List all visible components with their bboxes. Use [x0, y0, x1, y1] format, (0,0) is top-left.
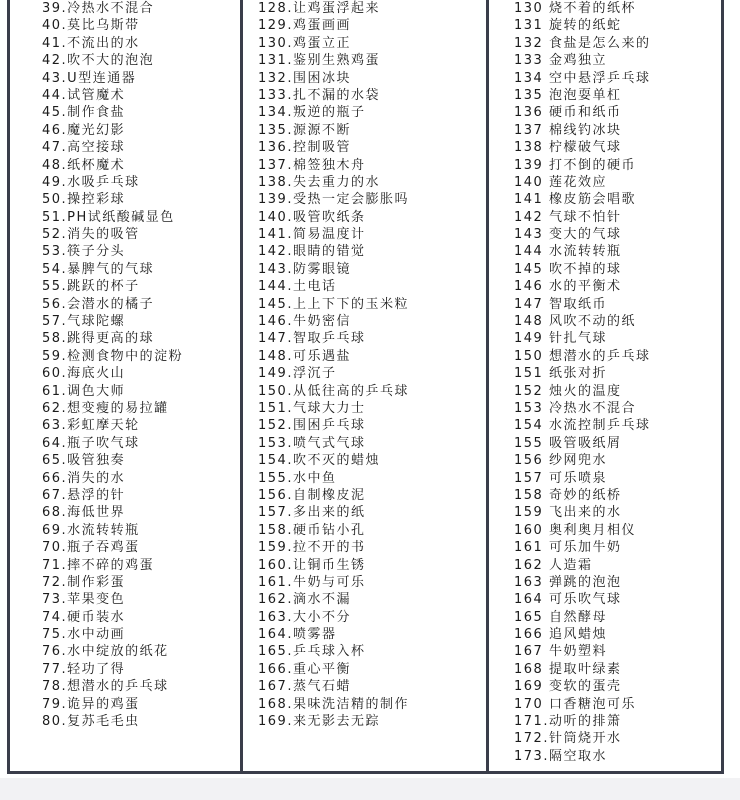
experiment-item: 48.纸杯魔术 — [42, 157, 126, 173]
experiment-item: 165.乒乓球入杯 — [258, 644, 366, 660]
experiment-item: 163 弹跳的泡泡 — [514, 574, 622, 590]
experiment-item: 142.眼睛的错觉 — [258, 244, 366, 260]
experiment-item: 73.苹果变色 — [42, 592, 126, 608]
experiment-item: 159 飞出来的水 — [514, 505, 622, 521]
experiment-item: 52.消失的吸管 — [42, 227, 140, 243]
experiment-item: 139.受热一定会膨胀吗 — [258, 192, 409, 208]
experiment-item: 147.智取乒乓球 — [258, 331, 366, 347]
experiment-item: 72.制作彩蛋 — [42, 574, 126, 590]
experiment-item: 138.失去重力的水 — [258, 174, 380, 190]
experiment-item: 150.从低往高的乒乓球 — [258, 383, 409, 399]
experiment-item: 136.控制吸管 — [258, 140, 351, 156]
experiment-item: 143 变大的气球 — [514, 227, 622, 243]
experiment-item: 166 追风蜡烛 — [514, 627, 607, 643]
experiment-item: 164.喷雾器 — [258, 627, 337, 643]
experiment-item: 141 橡皮筋会唱歌 — [514, 192, 636, 208]
experiment-item: 76.水中绽放的纸花 — [42, 644, 169, 660]
experiment-item: 78.想潜水的乒乓球 — [42, 679, 169, 695]
experiment-column-3 — [514, 0, 650, 765]
experiment-item: 143.防雾眼镜 — [258, 261, 351, 277]
experiment-item: 130 烧不着的纸杯 — [514, 1, 636, 16]
experiment-item: 134 空中悬浮乒乓球 — [514, 70, 651, 86]
experiment-item: 168.果味洗洁精的制作 — [258, 696, 409, 712]
experiment-item: 158 奇妙的纸桥 — [514, 487, 622, 503]
experiment-item: 155 吸管吸纸屑 — [514, 435, 622, 451]
experiment-item: 162.滴水不漏 — [258, 592, 351, 608]
experiment-item: 168 提取叶绿素 — [514, 661, 622, 677]
experiment-item: 164 可乐吹气球 — [514, 592, 622, 608]
experiment-item: 79.诡异的鸡蛋 — [42, 696, 140, 712]
experiment-item: 75.水中动画 — [42, 627, 126, 643]
experiment-item: 149.浮沉子 — [258, 366, 337, 382]
experiment-item: 74.硬币装水 — [42, 609, 126, 625]
experiment-item: 135 泡泡耍单杠 — [514, 87, 622, 103]
column-divider-1 — [240, 0, 243, 774]
experiment-item: 140.吸管吹纸条 — [258, 209, 366, 225]
experiment-item: 152 烛火的温度 — [514, 383, 622, 399]
experiment-item: 51.PH试纸酸碱显色 — [42, 209, 175, 225]
experiment-item: 66.消失的水 — [42, 470, 126, 486]
experiment-item: 151 纸张对折 — [514, 366, 607, 382]
experiment-item: 172.针筒烧开水 — [514, 731, 622, 747]
experiment-item: 166.重心平衡 — [258, 661, 351, 677]
experiment-item: 136 硬币和纸币 — [514, 105, 622, 121]
experiment-item: 138 柠檬破气球 — [514, 140, 622, 156]
experiment-item: 140 莲花效应 — [514, 174, 607, 190]
experiment-item: 56.会潜水的橘子 — [42, 296, 155, 312]
experiment-item: 158.硬币钻小孔 — [258, 522, 366, 538]
experiment-item: 170 口香糖泡可乐 — [514, 696, 636, 712]
experiment-item: 58.跳得更高的球 — [42, 331, 155, 347]
experiment-item: 57.气球陀螺 — [42, 314, 126, 330]
experiment-item: 61.调色大师 — [42, 383, 126, 399]
experiment-item: 50.操控彩球 — [42, 192, 126, 208]
experiment-item: 147 智取纸币 — [514, 296, 607, 312]
experiment-item: 63.彩虹摩天轮 — [42, 418, 140, 434]
experiment-item: 54.暴脾气的气球 — [42, 261, 155, 277]
experiment-item: 153 冷热水不混合 — [514, 400, 636, 416]
experiment-item: 128.让鸡蛋浮起来 — [258, 1, 380, 16]
experiment-item: 149 针扎气球 — [514, 331, 607, 347]
experiment-item: 55.跳跃的杯子 — [42, 279, 140, 295]
experiment-item: 167.蒸气石蜡 — [258, 679, 351, 695]
experiment-item: 144.土电话 — [258, 279, 337, 295]
experiment-item: 49.水吸乒乓球 — [42, 174, 140, 190]
experiment-item: 160.让铜币生锈 — [258, 557, 366, 573]
experiment-item: 47.高空接球 — [42, 140, 126, 156]
experiment-item: 133 金鸡独立 — [514, 53, 607, 69]
experiment-item: 152.围困乒乓球 — [258, 418, 366, 434]
experiment-item: 154 水流控制乒乓球 — [514, 418, 651, 434]
experiment-item: 44.试管魔术 — [42, 87, 126, 103]
experiment-item: 151.气球大力士 — [258, 400, 366, 416]
experiment-item: 162 人造霜 — [514, 557, 593, 573]
experiment-item: 159.拉不开的书 — [258, 540, 366, 556]
experiment-item: 67.悬浮的针 — [42, 487, 126, 503]
experiment-item: 130.鸡蛋立正 — [258, 35, 351, 51]
experiment-item: 132.围困冰块 — [258, 70, 351, 86]
experiment-item: 150 想潜水的乒乓球 — [514, 348, 651, 364]
experiment-item: 144 水流转转瓶 — [514, 244, 622, 260]
experiment-item: 145 吹不掉的球 — [514, 261, 622, 277]
experiment-item: 45.制作食盐 — [42, 105, 126, 121]
experiment-column-2 — [258, 0, 409, 730]
experiment-item: 165 自然酵母 — [514, 609, 607, 625]
experiment-item: 161 可乐加牛奶 — [514, 540, 622, 556]
experiment-item: 46.魔光幻影 — [42, 122, 126, 138]
experiment-item: 148.可乐遇盐 — [258, 348, 351, 364]
experiment-item: 129.鸡蛋画画 — [258, 18, 351, 34]
experiment-item: 69.水流转转瓶 — [42, 522, 140, 538]
experiment-item: 171.动听的排箫 — [514, 714, 622, 730]
experiment-item: 142 气球不怕针 — [514, 209, 622, 225]
experiment-item: 157.多出来的纸 — [258, 505, 366, 521]
experiment-item: 167 牛奶塑料 — [514, 644, 607, 660]
experiment-column-1 — [42, 0, 183, 730]
experiment-item: 71.摔不碎的鸡蛋 — [42, 557, 155, 573]
experiment-item: 135.源源不断 — [258, 122, 351, 138]
experiment-item: 137.棉签独木舟 — [258, 157, 366, 173]
experiment-item: 141.简易温度计 — [258, 227, 366, 243]
experiment-item: 156.自制橡皮泥 — [258, 487, 366, 503]
experiment-item: 157 可乐喷泉 — [514, 470, 607, 486]
column-divider-2 — [486, 0, 489, 774]
experiment-item: 64.瓶子吹气球 — [42, 435, 140, 451]
experiment-item: 146 水的平衡术 — [514, 279, 622, 295]
experiment-item: 131.鉴别生熟鸡蛋 — [258, 53, 380, 69]
experiment-item: 77.轻功了得 — [42, 661, 126, 677]
experiment-item: 70.瓶子吞鸡蛋 — [42, 540, 140, 556]
experiment-item: 53.筷子分头 — [42, 244, 126, 260]
experiment-item: 39.冷热水不混合 — [42, 1, 155, 16]
experiment-item: 153.喷气式气球 — [258, 435, 366, 451]
experiment-item: 169 变软的蛋壳 — [514, 679, 622, 695]
experiment-item: 155.水中鱼 — [258, 470, 337, 486]
experiment-item: 173.隔空取水 — [514, 748, 607, 764]
experiment-item: 137 棉线钓冰块 — [514, 122, 622, 138]
experiment-item: 40.莫比乌斯带 — [42, 18, 140, 34]
experiment-item: 134.叛逆的瓶子 — [258, 105, 366, 121]
experiment-item: 154.吹不灭的蜡烛 — [258, 453, 380, 469]
experiment-item: 42.吹不大的泡泡 — [42, 53, 155, 69]
experiment-item: 80.复苏毛毛虫 — [42, 714, 140, 730]
experiment-item: 132 食盐是怎么来的 — [514, 35, 651, 51]
page-bottom-margin — [0, 778, 740, 800]
experiment-item: 59.检测食物中的淀粉 — [42, 348, 184, 364]
experiment-item: 131 旋转的纸蛇 — [514, 18, 622, 34]
experiment-item: 160 奥利奥月相仪 — [514, 522, 636, 538]
experiment-item: 148 风吹不动的纸 — [514, 314, 636, 330]
experiment-item: 60.海底火山 — [42, 366, 126, 382]
experiment-item: 146.牛奶密信 — [258, 314, 351, 330]
experiment-item: 62.想变瘦的易拉罐 — [42, 400, 169, 416]
experiment-item: 133.扎不漏的水袋 — [258, 87, 380, 103]
experiment-item: 41.不流出的水 — [42, 35, 140, 51]
experiment-item: 156 纱网兜水 — [514, 453, 607, 469]
experiment-item: 145.上上下下的玉米粒 — [258, 296, 409, 312]
experiment-item: 161.牛奶与可乐 — [258, 574, 366, 590]
experiment-item: 139 打不倒的硬币 — [514, 157, 636, 173]
experiment-item: 65.吸管独奏 — [42, 453, 126, 469]
experiment-item: 163.大小不分 — [258, 609, 351, 625]
experiment-item: 68.海低世界 — [42, 505, 126, 521]
experiment-item: 43.U型连通器 — [42, 70, 137, 86]
experiment-item: 169.来无影去无踪 — [258, 714, 380, 730]
